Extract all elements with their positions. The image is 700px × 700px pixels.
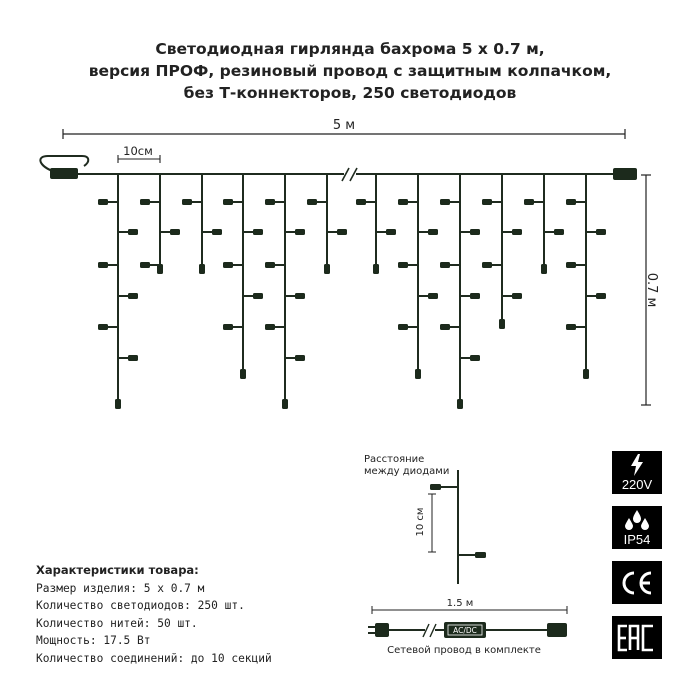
specs-heading: Характеристики товара: (36, 563, 199, 577)
strand-tip-led (541, 264, 547, 274)
strand-tip-led (240, 369, 246, 379)
led-bulb (482, 262, 492, 268)
spec-row: Количество светодиодов: 250 шт. (36, 599, 245, 612)
strand-tip-led (199, 264, 205, 274)
led-bulb (428, 293, 438, 299)
led-bulb (98, 262, 108, 268)
led-bulb (212, 229, 222, 235)
ip-badge (612, 506, 662, 549)
voltage-badge (612, 451, 662, 494)
spec-row: Количество соединений: до 10 секций (36, 651, 272, 665)
led-bulb (295, 229, 305, 235)
led-bulb (470, 355, 480, 361)
led-bulb (128, 355, 138, 361)
led-bulb (440, 199, 450, 205)
led-bulb (554, 229, 564, 235)
icicle-strand (307, 174, 347, 274)
led-bulb (512, 229, 522, 235)
eac-mark-icon (617, 624, 657, 652)
led-bulb (140, 199, 150, 205)
led-bulb (170, 229, 180, 235)
strand-tip-led (583, 369, 589, 379)
detail-led-lower (475, 552, 486, 558)
led-bulb (265, 262, 275, 268)
strand-tip-led (415, 369, 421, 379)
led-bulb (470, 293, 480, 299)
led-bulb (337, 229, 347, 235)
spacing-dimension (428, 494, 436, 552)
strand-tip-led (324, 264, 330, 274)
icicle-strand (440, 174, 480, 409)
strand-tip-led (457, 399, 463, 409)
power-plug-icon (368, 623, 389, 637)
led-bulb (265, 324, 275, 330)
icicle-strand (566, 174, 606, 379)
adapter-label: AC/DC (453, 626, 477, 635)
pitch-label: 10см (123, 144, 153, 158)
led-bulb (307, 199, 317, 205)
led-bulb (512, 293, 522, 299)
eac-badge (612, 616, 662, 659)
icicle-strand (356, 174, 396, 274)
led-bulb (440, 262, 450, 268)
output-connector (613, 168, 637, 180)
title-line-3: без Т-коннекторов, 250 светодиодов (183, 84, 517, 102)
water-drops-icon (622, 509, 652, 531)
icicle-strand (182, 174, 222, 274)
led-bulb (128, 229, 138, 235)
strand-tip-led (499, 319, 505, 329)
led-bulb (98, 199, 108, 205)
title-line-2: версия ПРОФ, резиновый провод с защитным колпачком, (88, 62, 612, 80)
width-label: 5 м (332, 118, 356, 133)
ce-mark-icon (619, 570, 655, 596)
led-bulb (295, 293, 305, 299)
led-bulb (524, 199, 534, 205)
strand-tip-led (282, 399, 288, 409)
led-bulb (398, 262, 408, 268)
spacing-label: 10 см (415, 507, 426, 537)
led-bulb (98, 324, 108, 330)
detail-strand (430, 470, 486, 584)
main-cable (40, 156, 637, 181)
led-bulb (223, 199, 233, 205)
icicle-strand (140, 174, 180, 274)
icicle-strand (98, 174, 138, 409)
specs-block (36, 562, 272, 667)
led-bulb (398, 324, 408, 330)
led-bulb (386, 229, 396, 235)
ce-badge (612, 561, 662, 604)
led-bulb (253, 293, 263, 299)
height-label: 0.7 м (644, 272, 659, 308)
ip-label: IP54 (623, 532, 651, 547)
icicle-strands (98, 174, 606, 409)
spec-row: Размер изделия: 5 х 0.7 м (36, 581, 205, 595)
led-bulb (566, 199, 576, 205)
icicle-strand (482, 174, 522, 329)
led-bulb (253, 229, 263, 235)
spec-row: Количество нитей: 50 шт. (36, 616, 198, 630)
icicle-strand (223, 174, 263, 379)
led-bulb (182, 199, 192, 205)
detail-caption-line-1: Расстояние (364, 454, 425, 465)
power-cable (368, 622, 567, 638)
led-bulb (596, 229, 606, 235)
led-bulb (223, 324, 233, 330)
title-line-1: Светодиодная гирлянда бахрома 5 х 0.7 м, (155, 40, 545, 58)
led-bulb (223, 262, 233, 268)
voltage-label: 220V (621, 477, 653, 492)
led-bulb (566, 262, 576, 268)
icicle-strand (398, 174, 438, 379)
led-bulb (482, 199, 492, 205)
led-bulb (356, 199, 366, 205)
cable-end-connector (547, 623, 567, 637)
input-connector (50, 168, 78, 179)
led-bulb (566, 324, 576, 330)
led-bulb (428, 229, 438, 235)
strand-tip-led (373, 264, 379, 274)
strand-tip-led (115, 399, 121, 409)
led-bulb (128, 293, 138, 299)
led-bulb (470, 229, 480, 235)
led-bulb (265, 199, 275, 205)
cable-length-label: 1.5 м (446, 598, 474, 609)
cable-caption: Сетевой провод в комплекте (387, 645, 541, 656)
detail-led-upper (430, 484, 441, 490)
icicle-strand (524, 174, 564, 274)
break-mark (342, 168, 357, 181)
led-bulb (295, 355, 305, 361)
led-bulb (398, 199, 408, 205)
detail-caption-line-2: между диодами (364, 466, 450, 477)
led-bulb (596, 293, 606, 299)
lightning-icon (630, 454, 644, 476)
spec-row: Мощность: 17.5 Вт (36, 634, 151, 647)
led-bulb (140, 262, 150, 268)
icicle-strand (265, 174, 305, 409)
led-bulb (440, 324, 450, 330)
